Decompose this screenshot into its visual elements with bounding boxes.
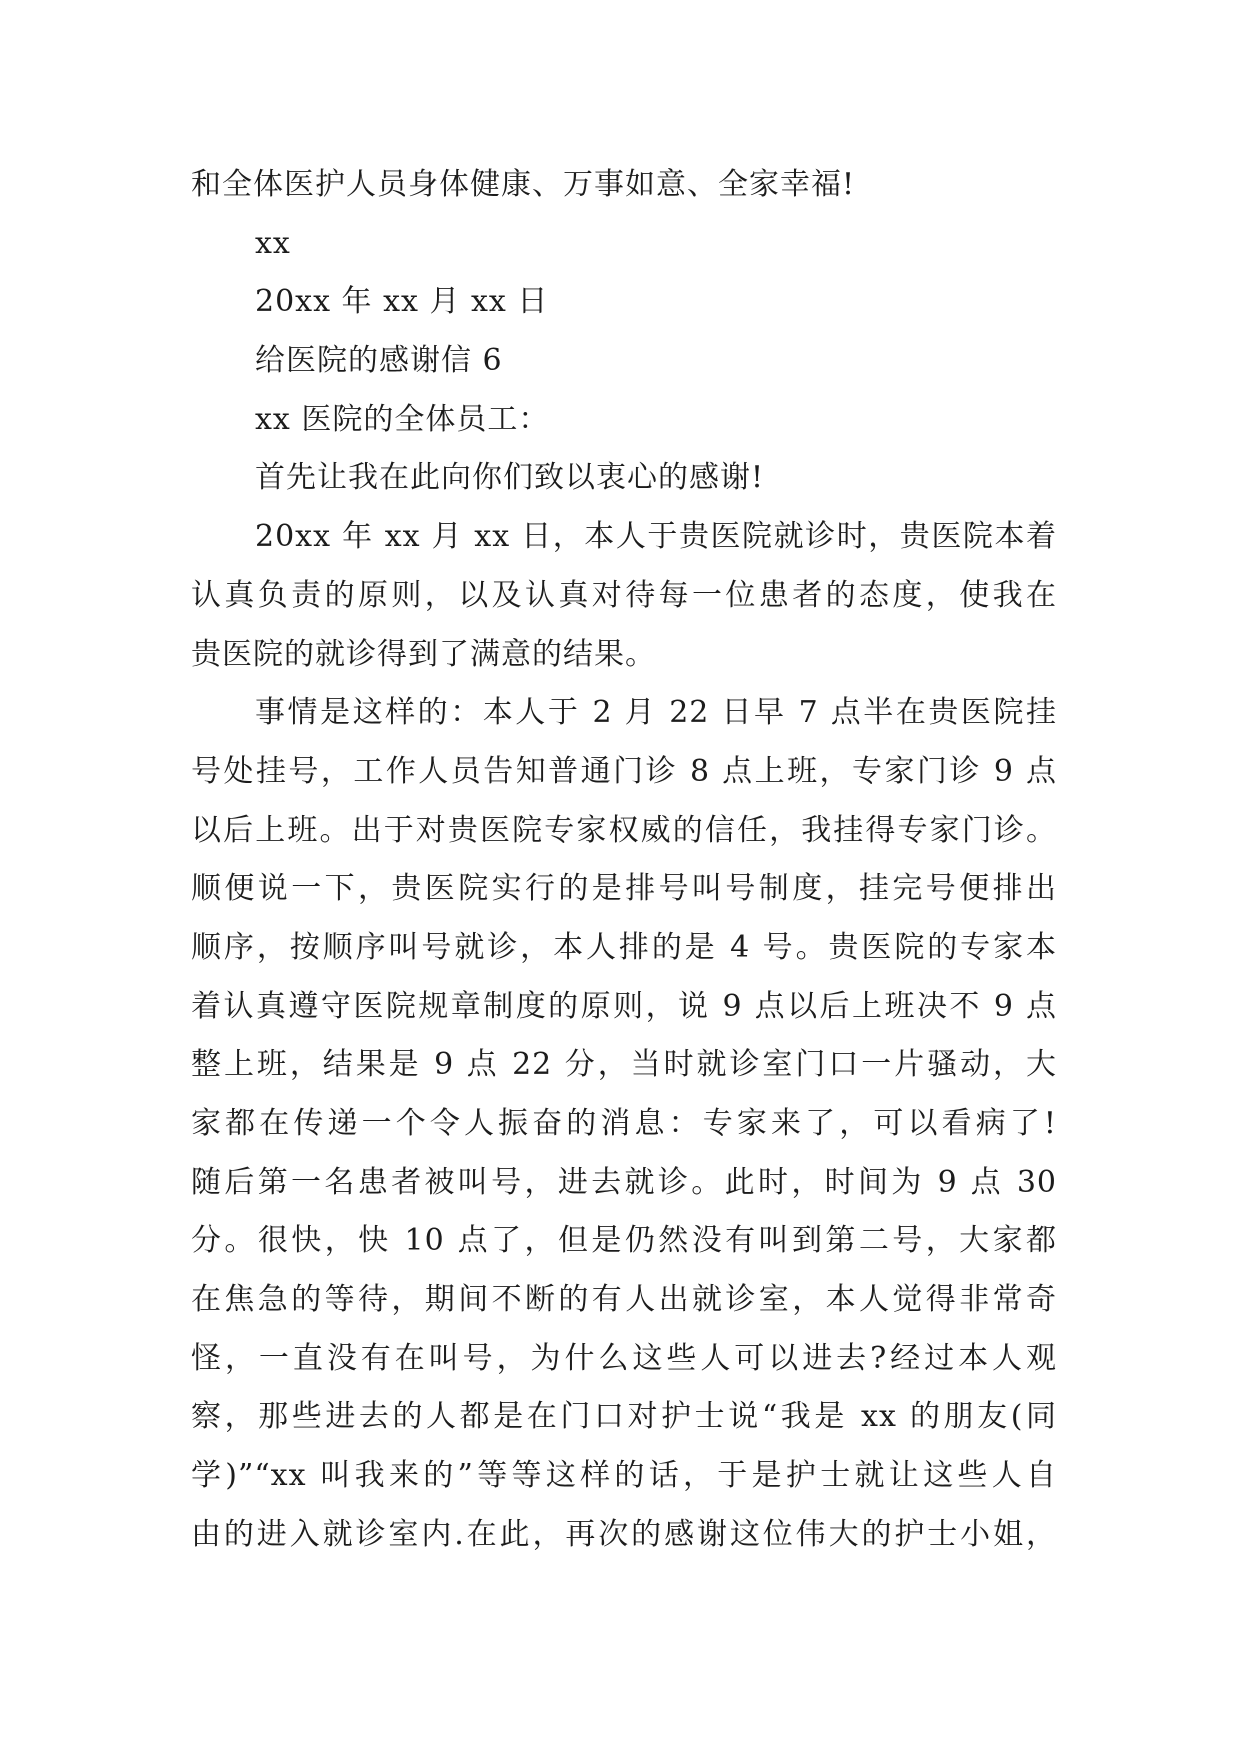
paragraph — [191, 684, 1057, 1564]
salutation: xx 医院的全体员工： — [255, 401, 550, 437]
closing-line: 和全体医护人员身体健康、万事如意、全家幸福! — [191, 167, 856, 202]
text-line: 家都在传递一个令人振奋的消息：专家来了，可以看病了! — [191, 1106, 1057, 1141]
signature: xx — [255, 225, 291, 261]
text-line: 随后第一名患者被叫号，进去就诊。此时，时间为 9 点 30 — [191, 1164, 1057, 1200]
text-line: 贵医院的就诊得到了满意的结果。 — [191, 636, 656, 672]
paragraph — [191, 508, 1057, 684]
letter-title: 给医院的感谢信 6 — [255, 343, 503, 379]
text-line: 20xx 年 xx 月 xx 日，本人于贵医院就诊时，贵医院本着 — [255, 519, 1057, 555]
text-line: 事情是这样的：本人于 2 月 22 日早 7 点半在贵医院挂 — [255, 695, 1057, 731]
text-line: 察，那些进去的人都是在门口对护士说“我是 xx 的朋友(同 — [191, 1399, 1057, 1435]
text-line: 着认真遵守医院规章制度的原则，说 9 点以后上班决不 9 点 — [191, 988, 1057, 1024]
text-line: 怪，一直没有在叫号，为什么这些人可以进去?经过本人观 — [191, 1340, 1057, 1376]
letter — [191, 332, 1057, 1564]
text-line: 在焦急的等待，期间不断的有人出就诊室，本人觉得非常奇 — [191, 1282, 1057, 1318]
text-line: 学)”“xx 叫我来的”等等这样的话，于是护士就让这些人自 — [191, 1458, 1057, 1494]
text-line: 分。很快，快 10 点了，但是仍然没有叫到第二号，大家都 — [191, 1223, 1057, 1259]
text-line: 号处挂号，工作人员告知普通门诊 8 点上班，专家门诊 9 点 — [191, 753, 1057, 789]
document-page — [191, 156, 1057, 1565]
text-line: 认真负责的原则，以及认真对待每一位患者的态度，使我在 — [191, 577, 1057, 613]
previous-letter-ending — [191, 156, 1057, 332]
text-line: 首先让我在此向你们致以衷心的感谢! — [255, 460, 765, 496]
letter-date: 20xx 年 xx 月 xx 日 — [255, 284, 549, 320]
paragraph — [191, 449, 1057, 508]
text-line: 以后上班。出于对贵医院专家权威的信任，我挂得专家门诊。 — [191, 812, 1057, 848]
text-line: 由的进入就诊室内.在此，再次的感谢这位伟大的护士小姐， — [191, 1516, 1057, 1552]
text-line: 顺便说一下，贵医院实行的是排号叫号制度，挂完号便排出 — [191, 871, 1057, 907]
text-line: 整上班，结果是 9 点 22 分，当时就诊室门口一片骚动，大 — [191, 1047, 1057, 1083]
text-line: 顺序，按顺序叫号就诊，本人排的是 4 号。贵医院的专家本 — [191, 929, 1057, 965]
